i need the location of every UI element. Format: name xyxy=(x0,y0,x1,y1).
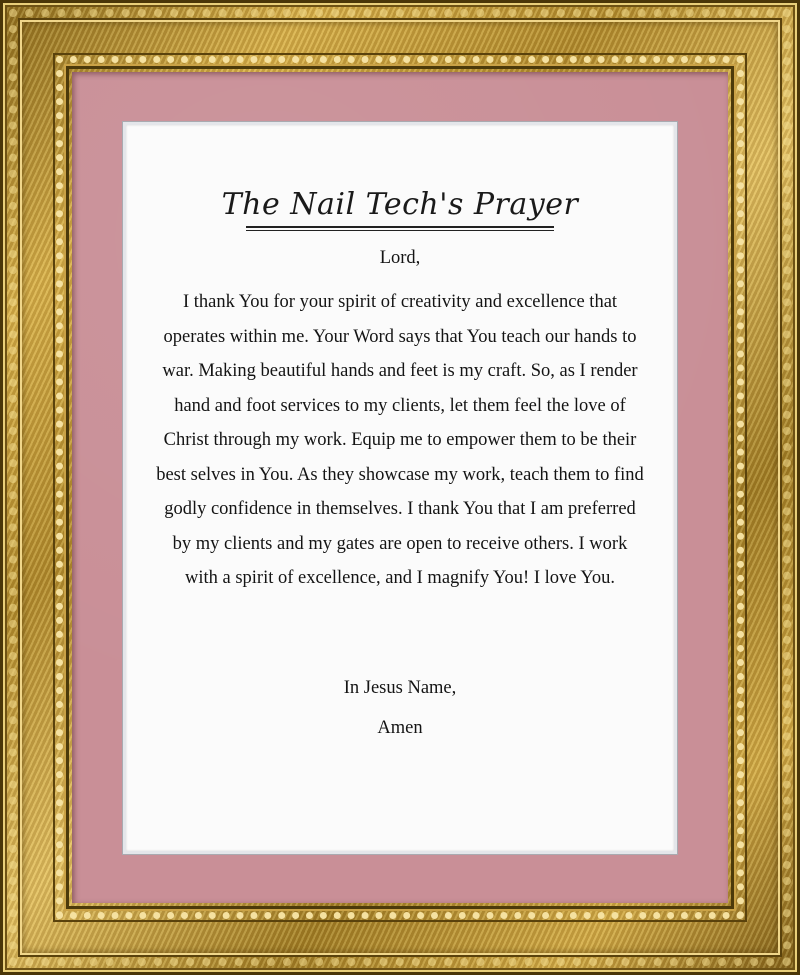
prayer-title: The Nail Tech's Prayer xyxy=(221,187,579,222)
prayer-body: I thank You for your spirit of creativity and excellence that operates within me. Your Word says that You teach our hands to war. Making beautiful hands and feet is my craft. So, as I render hand and foot services to my clients, let them feel the love of Christ through my work. Equip me to empower them to be their best selves in You. As they showcase my work, teach them to find godly confidence in themselves. I thank You that I am preferred by my clients and my gates are open to receive others. I work with a spirit of excellence, and I magnify You! I love You. xyxy=(156,292,644,588)
prayer-closing: In Jesus Name, xyxy=(343,678,457,698)
title-underline-second xyxy=(246,230,554,231)
prayer-greeting: Lord, xyxy=(379,248,421,268)
title-underline xyxy=(246,226,554,228)
prayer-paper xyxy=(126,125,674,851)
prayer-amen: Amen xyxy=(377,718,423,738)
